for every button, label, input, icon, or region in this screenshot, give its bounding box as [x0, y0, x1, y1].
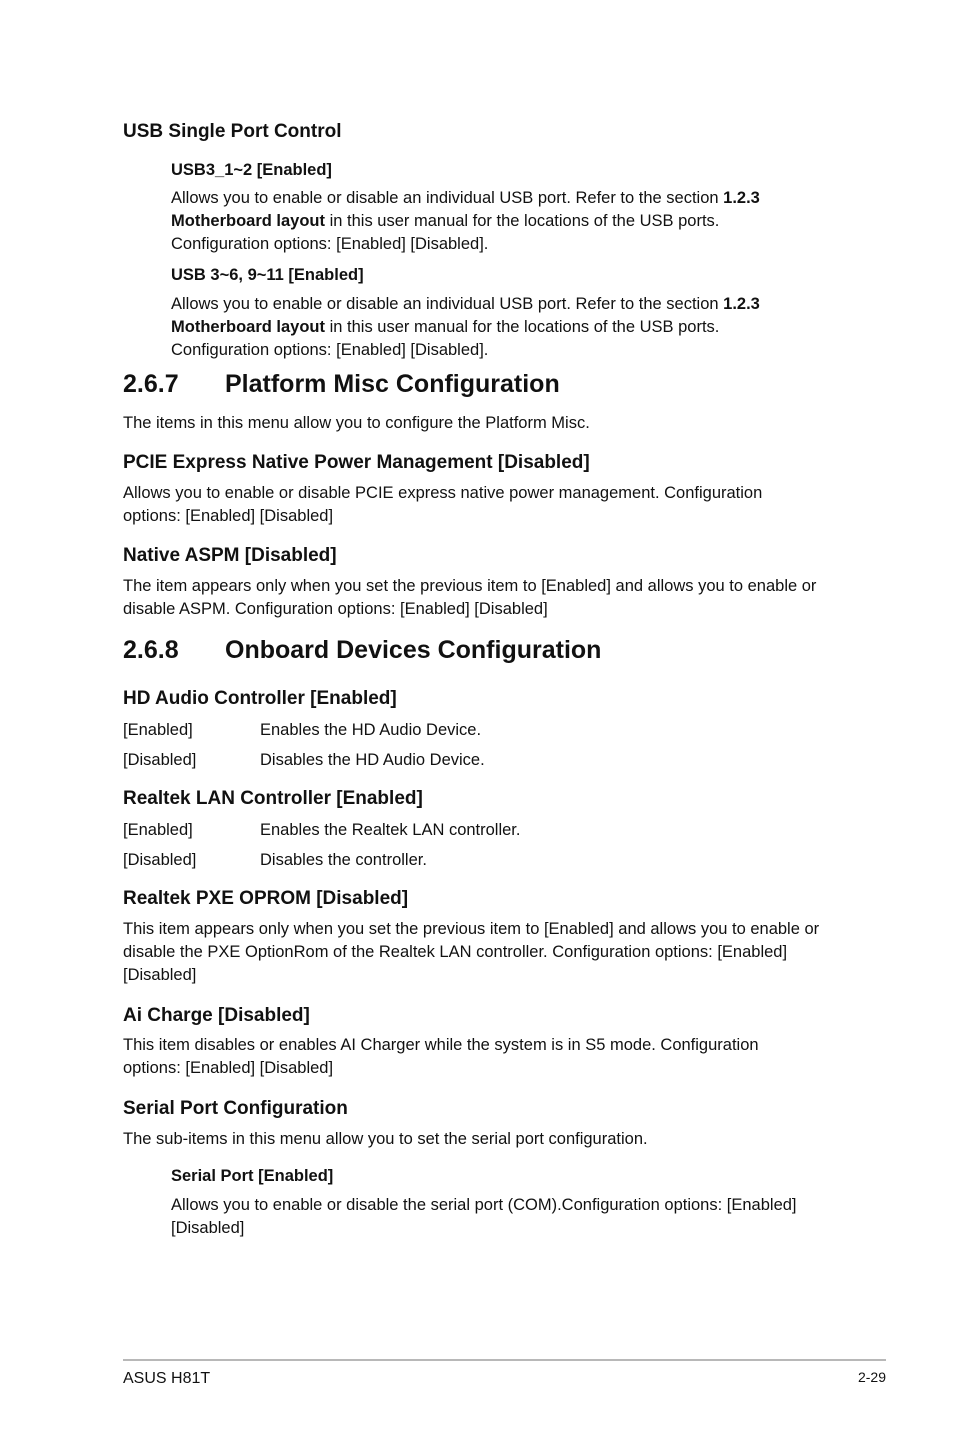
section-2-6-8-heading	[123, 635, 601, 665]
usb3-1-2-title: USB3_1~2 [Enabled]	[171, 161, 332, 179]
ai-charge-description: This item disables or enables AI Charger while the system is in S5 mode. Configuration options: [Enabled] [Disabled]	[123, 1036, 759, 1077]
section-2-6-7-heading	[123, 369, 560, 399]
usb3-1-2-text-b: in this user manual for the locations of the USB ports.	[325, 212, 720, 230]
page-number: 2-29	[857, 1369, 886, 1385]
option-key: [Enabled]	[123, 821, 193, 839]
serial-port-configuration-title: Serial Port Configuration	[123, 1098, 348, 1119]
option-description: Enables the HD Audio Device.	[260, 721, 482, 739]
section-2-6-7-title: Platform Misc Configuration	[225, 370, 560, 398]
usb3-1-2-description	[171, 187, 851, 256]
usb3-1-2-ref-title: Motherboard layout	[171, 212, 326, 230]
usb3-6-9-11-title: USB 3~6, 9~11 [Enabled]	[171, 266, 364, 284]
realtek-lan-controller-title: Realtek LAN Controller [Enabled]	[123, 788, 423, 809]
section-2-6-8-number: 2.6.8	[123, 636, 179, 664]
usb3-6-9-11-text-c: Configuration options: [Enabled] [Disabled].	[171, 341, 489, 359]
option-description: Disables the HD Audio Device.	[260, 751, 485, 769]
pcie-power-management-title: PCIE Express Native Power Management [Disabled]	[123, 452, 590, 473]
usb3-6-9-11-text-b: in this user manual for the locations of the USB ports.	[325, 318, 720, 336]
usb3-6-9-11-description	[171, 293, 851, 362]
usb3-6-9-11-ref-title: Motherboard layout	[171, 318, 326, 336]
usb3-1-2-ref-section: 1.2.3	[723, 189, 760, 207]
serial-port-configuration-description: The sub-items in this menu allow you to set the serial port configuration.	[123, 1130, 648, 1148]
serial-port-description: Allows you to enable or disable the serial port (COM).Configuration options: [Enabled] [Disabled]	[171, 1196, 797, 1237]
usb3-1-2-text-c: Configuration options: [Enabled] [Disabled].	[171, 235, 489, 253]
native-aspm-title: Native ASPM [Disabled]	[123, 545, 337, 566]
usb3-1-2-text-a: Allows you to enable or disable an individual USB port. Refer to the section	[171, 189, 724, 207]
realtek-pxe-oprom-description: This item appears only when you set the previous item to [Enabled] and allows you to enable or disable the PXE OptionRom of the Realtek LAN controller. Configuration options: [Enabled] [Disabled]	[123, 920, 820, 984]
footer-divider	[123, 1359, 886, 1361]
hd-audio-controller-title: HD Audio Controller [Enabled]	[123, 688, 397, 709]
hd-audio-option-disabled	[123, 750, 723, 770]
option-key: [Disabled]	[123, 851, 197, 869]
section-2-6-8-title: Onboard Devices Configuration	[225, 636, 602, 664]
lan-option-disabled	[123, 850, 723, 870]
pcie-power-management-description: Allows you to enable or disable PCIE express native power management. Configuration options: [Enabled] [Disabled]	[123, 484, 763, 525]
realtek-pxe-oprom-title: Realtek PXE OPROM [Disabled]	[123, 888, 409, 909]
serial-port-title: Serial Port [Enabled]	[171, 1167, 334, 1185]
lan-option-enabled	[123, 820, 723, 840]
ai-charge-title: Ai Charge [Disabled]	[123, 1005, 310, 1026]
option-key: [Disabled]	[123, 751, 197, 769]
usb3-6-9-11-ref-section: 1.2.3	[723, 295, 760, 313]
section-2-6-7-number: 2.6.7	[123, 370, 179, 398]
hd-audio-option-enabled	[123, 720, 723, 740]
usb-single-port-heading: USB Single Port Control	[123, 121, 342, 142]
option-key: [Enabled]	[123, 721, 193, 739]
section-2-6-7-intro: The items in this menu allow you to configure the Platform Misc.	[123, 414, 590, 432]
native-aspm-description: The item appears only when you set the previous item to [Enabled] and allows you to enable or disable ASPM. Configuration options: [Enabled] [Disabled]	[123, 577, 817, 618]
option-description: Enables the Realtek LAN controller.	[260, 821, 521, 839]
option-description: Disables the controller.	[260, 851, 427, 869]
usb3-6-9-11-text-a: Allows you to enable or disable an individual USB port. Refer to the section	[171, 295, 724, 313]
footer-product-name: ASUS H81T	[123, 1370, 211, 1387]
